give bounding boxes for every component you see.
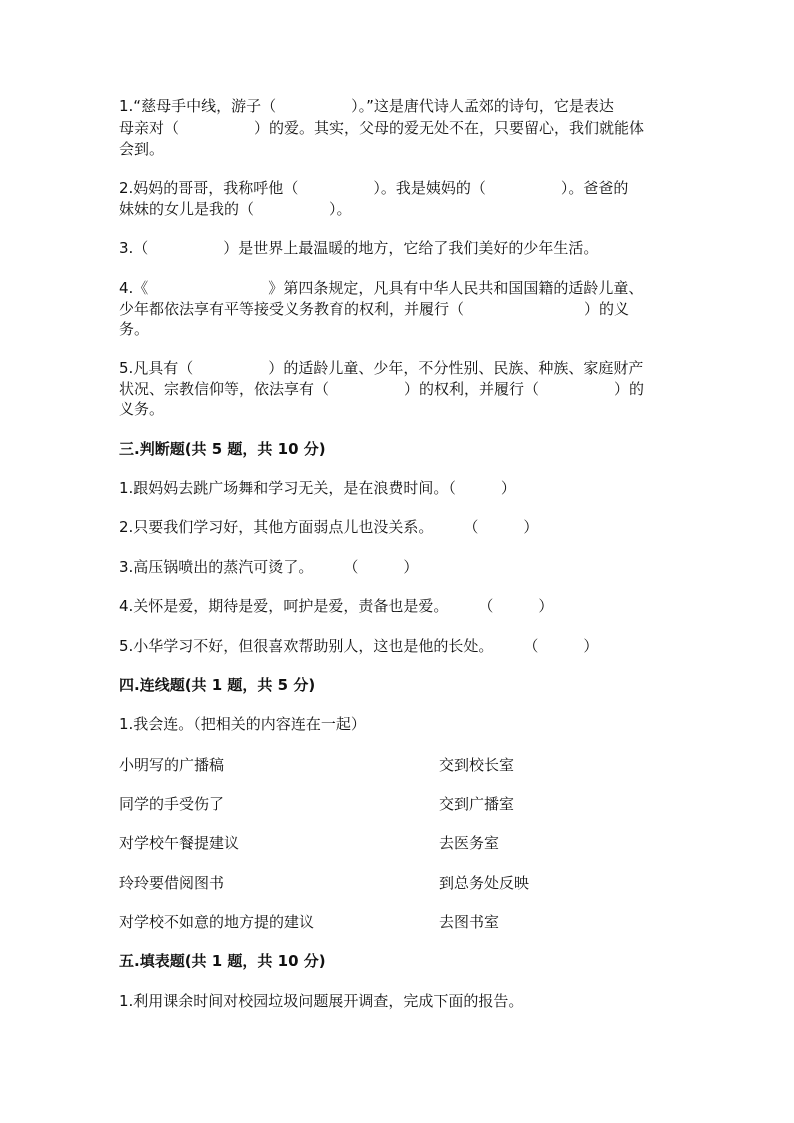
matching-left-item: 小明写的广播稿 <box>119 756 225 774</box>
table-question: 1.利用课余时间对校园垃圾问题展开调查，完成下面的报告。 <box>119 992 524 1010</box>
judge-item-4: 4.关怀是爱，期待是爱，呵护是爱，责备也是爱。 （ ） <box>119 597 554 615</box>
section-5-title: 五.填表题(共 1 题，共 10 分) <box>119 952 326 970</box>
question-4-line-2: 少年都依法享有平等接受义务教育的权利，并履行（ ）的义 <box>119 300 630 318</box>
matching-left-item: 对学校午餐提建议 <box>119 834 240 852</box>
matching-right-item: 到总务处反映 <box>439 874 530 892</box>
judge-item-5: 5.小华学习不好，但很喜欢帮助别人，这也是他的长处。 （ ） <box>119 637 599 655</box>
judge-item-2: 2.只要我们学习好，其他方面弱点儿也没关系。 （ ） <box>119 518 539 536</box>
question-5-line-2: 状况、宗教信仰等，依法享有（ ）的权利，并履行（ ）的 <box>119 380 645 398</box>
matching-left-item: 玲玲要借阅图书 <box>119 874 225 892</box>
section-3-title: 三.判断题(共 5 题，共 10 分) <box>119 440 326 458</box>
question-5-line-1: 5.凡具有（ ）的适龄儿童、少年，不分性别、民族、种族、家庭财产 <box>119 359 644 377</box>
question-1-line-1: 1.“慈母手中线，游子（ ）。”这是唐代诗人孟郊的诗句，它是表达 <box>119 97 614 115</box>
matching-right-item: 去医务室 <box>439 834 500 852</box>
judge-item-3: 3.高压锅喷出的蒸汽可烫了。 （ ） <box>119 558 419 576</box>
question-2-line-1: 2.妈妈的哥哥，我称呼他（ ）。我是姨妈的（ ）。爸爸的 <box>119 179 629 197</box>
question-4-line-1: 4.《 》第四条规定，凡具有中华人民共和国国籍的适龄儿童、 <box>119 279 644 297</box>
matching-right-item: 交到校长室 <box>439 756 515 774</box>
question-1-line-3: 会到。 <box>119 140 165 158</box>
section-4-title: 四.连线题(共 1 题，共 5 分) <box>119 676 316 694</box>
matching-left-item: 对学校不如意的地方提的建议 <box>119 913 315 931</box>
matching-left-item: 同学的手受伤了 <box>119 795 225 813</box>
matching-right-item: 去图书室 <box>439 913 500 931</box>
question-3-line-1: 3.（ ）是世界上最温暖的地方，它给了我们美好的少年生活。 <box>119 239 599 257</box>
judge-item-1: 1.跟妈妈去跳广场舞和学习无关，是在浪费时间。（ ） <box>119 479 516 497</box>
matching-right-item: 交到广播室 <box>439 795 515 813</box>
question-2-line-2: 妹妹的女儿是我的（ ）。 <box>119 200 352 218</box>
question-4-line-3: 务。 <box>119 320 150 338</box>
question-5-line-3: 义务。 <box>119 400 165 418</box>
question-1-line-2: 母亲对（ ）的爱。其实，父母的爱无处不在，只要留心，我们就能体 <box>119 119 645 137</box>
matching-question: 1.我会连。（把相关的内容连在一起） <box>119 715 366 733</box>
